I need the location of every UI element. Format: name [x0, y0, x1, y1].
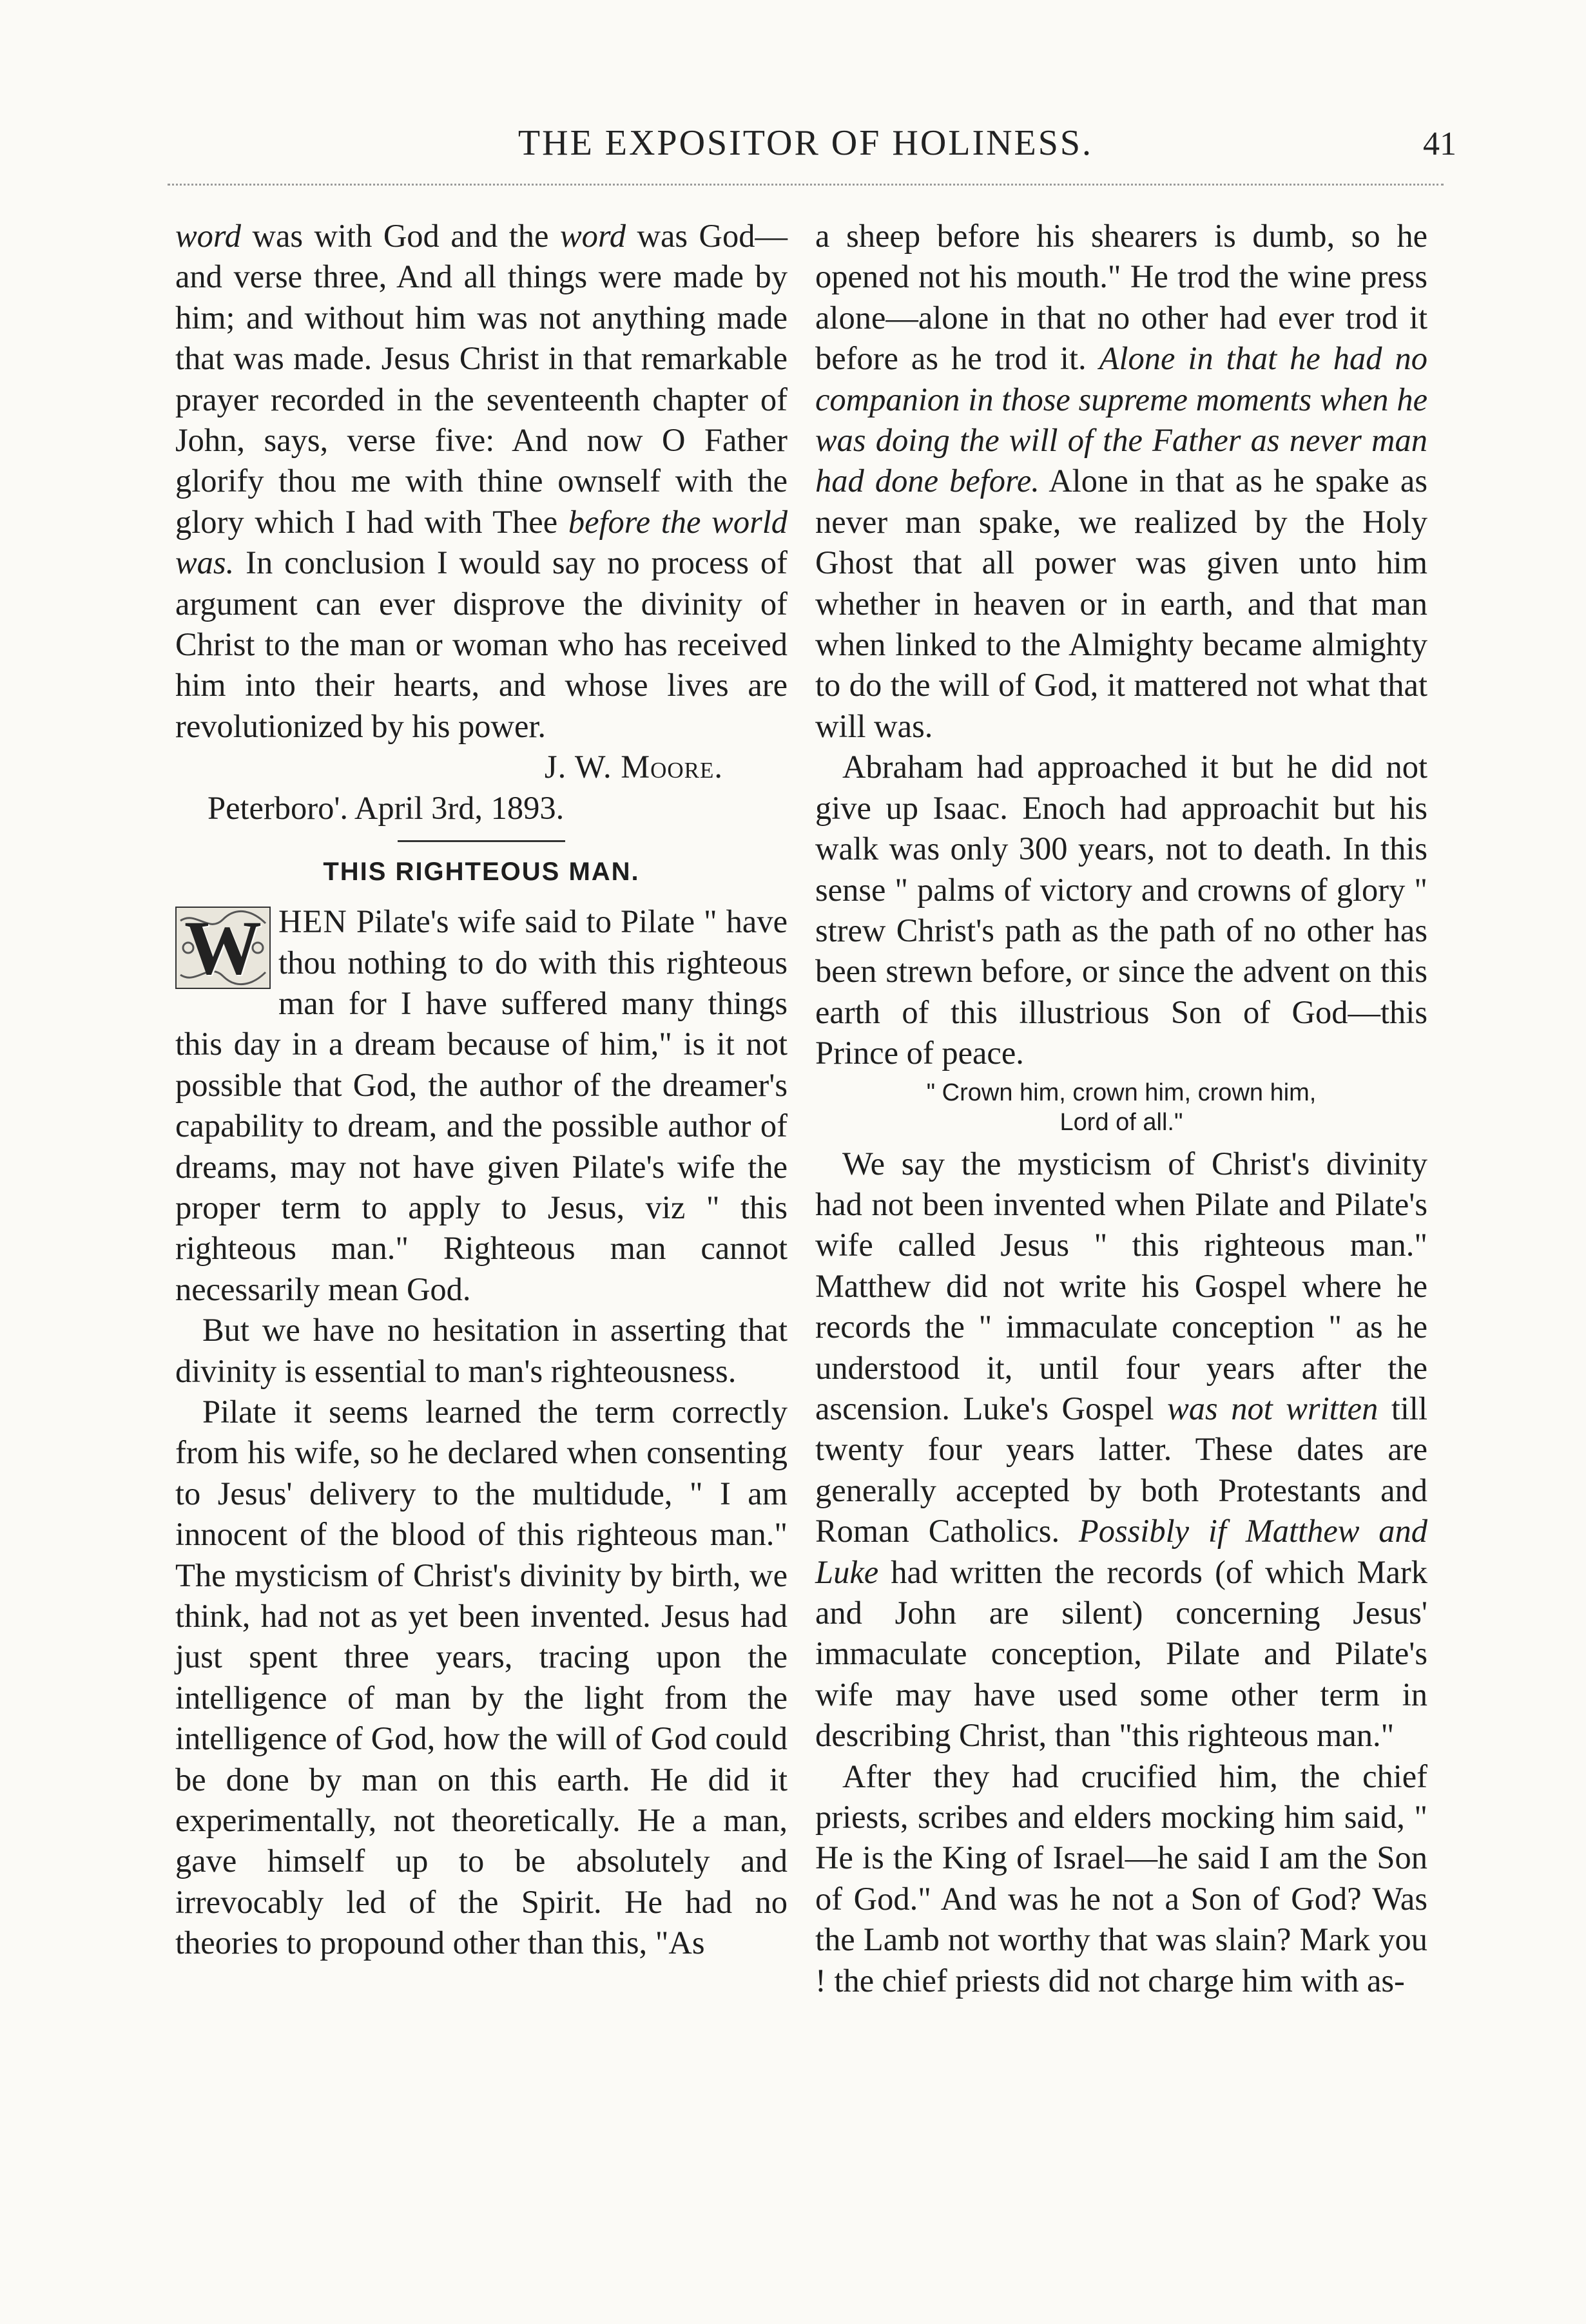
left-column — [175, 216, 788, 1964]
italic-word: word — [559, 218, 626, 254]
page-header — [155, 122, 1456, 174]
text-span: was with God and the — [240, 218, 560, 254]
dateline: Peterboro'. April 3rd, 1893. — [208, 789, 565, 826]
section-divider — [398, 840, 565, 842]
paragraph — [815, 216, 1427, 747]
italic-phrase: Possibly if Matthew and Luke — [815, 1513, 1427, 1590]
paragraph: Pilate it seems learned the term correctly from his wife, so he declared when consenting to Jesus' delivery to the multidude, " I am innocent of the blood of this righteous man." The mysticism of Christ's divinity by birth, we think, had not as yet been invented. Jesus had just spent three years, tracing upon the intelligence of man by the light from the intelligence of God, how the will of God could be done by man on this earth. He did it experimentally, not theoretically. He a man, gave himself up to be absolutely and irrevocably led of the Spirit. He had no theories to propound other than this, "As — [175, 1393, 788, 1961]
hymn-line: Lord of all." — [1059, 1108, 1183, 1136]
paragraph — [815, 1144, 1427, 1756]
text-span: Pilate's wife said to Pilate " have thou nothing to do with this righteous man for I have suffered many things this day in a dream because of him," is it not possible that God, the author of the dreamer's capability to dream, and the possible author of dreams, may not have given Pilate's wife the proper term to apply to Jesus, viz " this righteous man." Righteous man cannot necessarily mean God. — [175, 903, 788, 1307]
italic-word: word — [175, 218, 241, 254]
text-span: In conclusion I would say no process of argument can ever disprove the divinity of Christ to the man or woman who has received him into their hearts, and whose lives are revolutionized by his power. — [175, 544, 788, 744]
paragraph: Abraham had approached it but he did not give up Isaac. Enoch had approachit but his walk was only 300 years, not to death. In this sense " palms of victory and crowns of glory " strew Christ's path as the path of no other has been strewn before, or since the advent on this earth of this illustrious Son of God—this Prince of peace. — [815, 749, 1427, 1071]
text-span: Alone in that as he spake as never man spake, we realized by the Holy Ghost that all power was given unto him whether in heaven or in earth, and that man when linked to the Almighty became almighty to do the will of God, it mattered not what that will was. — [815, 463, 1427, 744]
text-span: was God—and verse three, And all things were made by him; and without him was not anything made that was made. Jesus Christ in that remarkable prayer recorded in the seventeenth chapter of John, says, verse five: And now O Father glorify thou me with thine ownself with the glory which I had with Thee — [175, 218, 788, 540]
opening-word: HEN — [278, 903, 347, 940]
page-number: 41 — [1423, 126, 1456, 162]
italic-phrase: before the world was. — [175, 503, 788, 581]
ornamental-dropcap — [175, 907, 271, 989]
author-name: J. W. Moore. — [544, 749, 723, 785]
running-title: THE EXPOSITOR OF HOLINESS. — [517, 123, 1094, 163]
section-title: THIS RIGHTEOUS MAN. — [323, 858, 640, 887]
text-span: We say the mysticism of Christ's divinity had not been invented when Pilate and Pilate's wife called Jesus " this righteous man." Matthew did not write his Gospel where he records the " immaculate conception " as he understood it, until four years after the ascension. Luke's Gospel — [815, 1145, 1427, 1426]
text-span: till twenty four years latter. These dates are generally accepted by both Protestants and Roman Catholics. — [815, 1390, 1427, 1550]
header-rule — [168, 184, 1444, 186]
text-span: had written the records (of which Mark and John are silent) concerning Jesus' immaculate conception, Pilate and Pilate's wife may have used some other term in describing Christ, than "this righteous man." — [815, 1553, 1427, 1754]
paragraph: After they had crucified him, the chief priests, scribes and elders mocking him said, " He is the King of Israel—he said I am the Son of God." And was he not a Son of God? Was the Lamb not worthy that was slain? Mark you ! the chief priests did not charge him with as- — [815, 1758, 1427, 1999]
opening-paragraph — [175, 901, 788, 1310]
article-continuation-paragraph — [175, 216, 788, 747]
dropcap-letter: W — [184, 907, 262, 990]
text-span: a sheep before his shearers is dumb, so he opened not his mouth." He trod the wine press alone—alone in that no other had ever trod it before as he trod it. — [815, 218, 1427, 377]
right-column — [815, 216, 1427, 2001]
paragraph: But we have no hesitation in asserting that divinity is essential to man's righteousness. — [175, 1312, 788, 1389]
italic-phrase: Alone in that he had no companion in those supreme moments when he was doing the will of the Father as never man had done before. — [815, 340, 1427, 499]
hymn-line: " Crown him, crown him, crown him, — [926, 1079, 1317, 1106]
hymn-quote — [815, 1078, 1427, 1137]
author-signature — [175, 747, 788, 787]
italic-phrase: was not written — [1167, 1390, 1378, 1426]
